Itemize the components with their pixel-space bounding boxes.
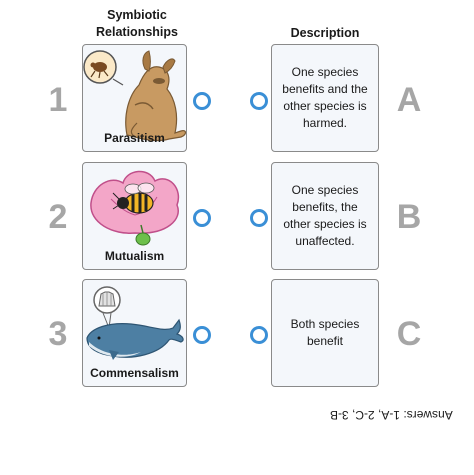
description-text-a: One species benefits and the other species is harmed.: [282, 65, 368, 130]
description-text-c: Both species benefit: [290, 317, 360, 348]
description-text-b: One species benefits, the other species is unaffected.: [283, 183, 367, 248]
card-commensalism: [82, 279, 187, 387]
card-label-commensalism: Commensalism: [90, 366, 179, 380]
answer-key: Answers: 1-A, 2-C, 3-B: [330, 408, 453, 422]
row-letter-b: B: [396, 198, 422, 236]
connector-dot-right-1[interactable]: [250, 92, 268, 110]
row-letter-c: C: [396, 315, 422, 353]
description-card-c: [271, 279, 379, 387]
connector-dot-right-3[interactable]: [250, 326, 268, 344]
card-parasitism: [82, 44, 187, 152]
whale-icon: [87, 320, 183, 360]
row-letter-a: A: [396, 81, 422, 119]
flea-icon: [84, 51, 123, 85]
header-description: Description: [290, 26, 360, 40]
connector-dot-right-2[interactable]: [250, 209, 268, 227]
description-card-b: [271, 162, 379, 270]
connector-dot-left-3[interactable]: [193, 326, 211, 344]
connector-dot-left-1[interactable]: [193, 92, 211, 110]
row-number-3: 3: [48, 315, 68, 353]
description-card-a: [271, 44, 379, 152]
card-label-parasitism: Parasitism: [104, 131, 165, 145]
barnacle-icon: [94, 287, 120, 328]
header-symbiotic-relationships: Symbiotic Relationships: [96, 8, 178, 39]
card-mutualism: [82, 162, 187, 270]
card-label-mutualism: Mutualism: [104, 249, 165, 263]
dog-icon: [126, 51, 186, 141]
connector-dot-left-2[interactable]: [193, 209, 211, 227]
row-number-2: 2: [48, 198, 68, 236]
row-number-1: 1: [48, 81, 68, 119]
